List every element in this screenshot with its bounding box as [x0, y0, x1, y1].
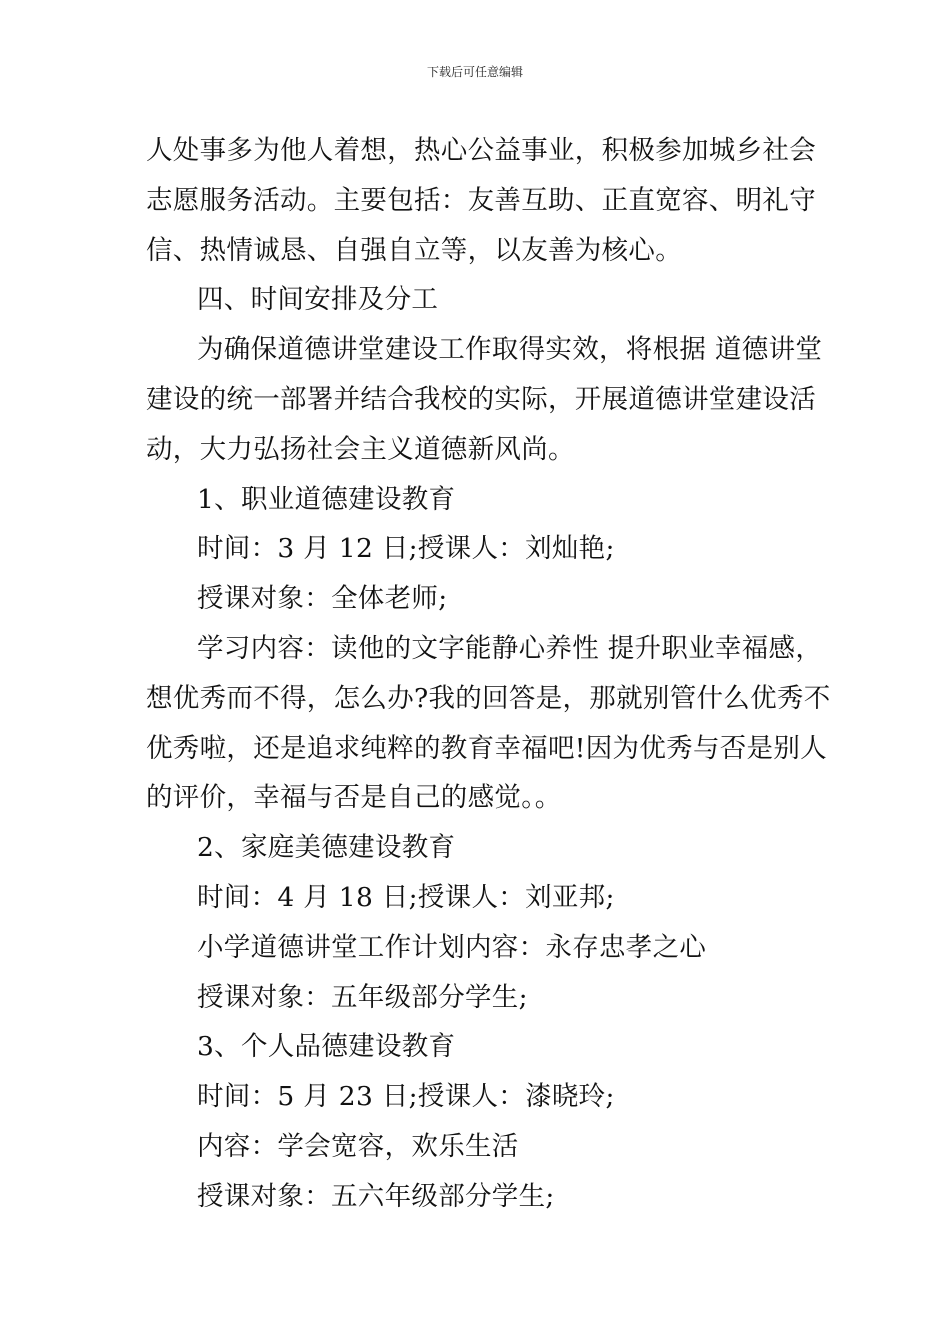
- item-heading: 1、职业道德建设教育: [197, 483, 456, 515]
- text-line: 为确保道德讲堂建设工作取得实效，将根据 道德讲堂: [197, 334, 823, 366]
- text-line: 想优秀而不得，怎么办?我的回答是，那就别管什么优秀不: [146, 682, 831, 714]
- text-line: 优秀啦，还是追求纯粹的教育幸福吧!因为优秀与否是别人: [146, 732, 827, 764]
- text-line: 时间：5 月 23 日;授课人：漆晓玲;: [197, 1081, 615, 1113]
- text-line: 小学道德讲堂工作计划内容：永存忠孝之心: [197, 931, 707, 963]
- text-line: 时间：3 月 12 日;授课人：刘灿艳;: [197, 533, 615, 565]
- text-line: 时间：4 月 18 日;授课人：刘亚邦;: [197, 881, 615, 913]
- page-header-note: 下载后可任意编辑: [426, 65, 523, 79]
- item-heading: 3、个人品德建设教育: [197, 1031, 456, 1063]
- text-line: 授课对象：五六年级部分学生;: [197, 1180, 555, 1212]
- text-line: 人处事多为他人着想，热心公益事业，积极参加城乡社会: [146, 135, 816, 166]
- text-line: 的评价，幸福与否是自己的感觉。。: [146, 782, 562, 814]
- text-line: 信、热情诚恳、自强自立等，以友善为核心。: [146, 234, 682, 266]
- text-line: 建设的统一部署并结合我校的实际，开展道德讲堂建设活: [146, 383, 816, 415]
- text-line: 动，大力弘扬社会主义道德新风尚。: [146, 433, 575, 465]
- text-line: 学习内容：读他的文字能静心养性 提升职业幸福感，: [197, 632, 823, 664]
- item-heading: 2、家庭美德建设教育: [197, 832, 456, 864]
- text-line: 志愿服务活动。主要包括：友善互助、正直宽容、明礼守: [146, 184, 816, 216]
- section-heading: 四、时间安排及分工: [197, 284, 439, 316]
- text-line: 授课对象：五年级部分学生;: [197, 981, 528, 1013]
- text-line: 授课对象：全体老师;: [197, 583, 448, 615]
- text-line: 内容：学会宽容，欢乐生活: [197, 1130, 519, 1162]
- document-body: [146, 126, 831, 1222]
